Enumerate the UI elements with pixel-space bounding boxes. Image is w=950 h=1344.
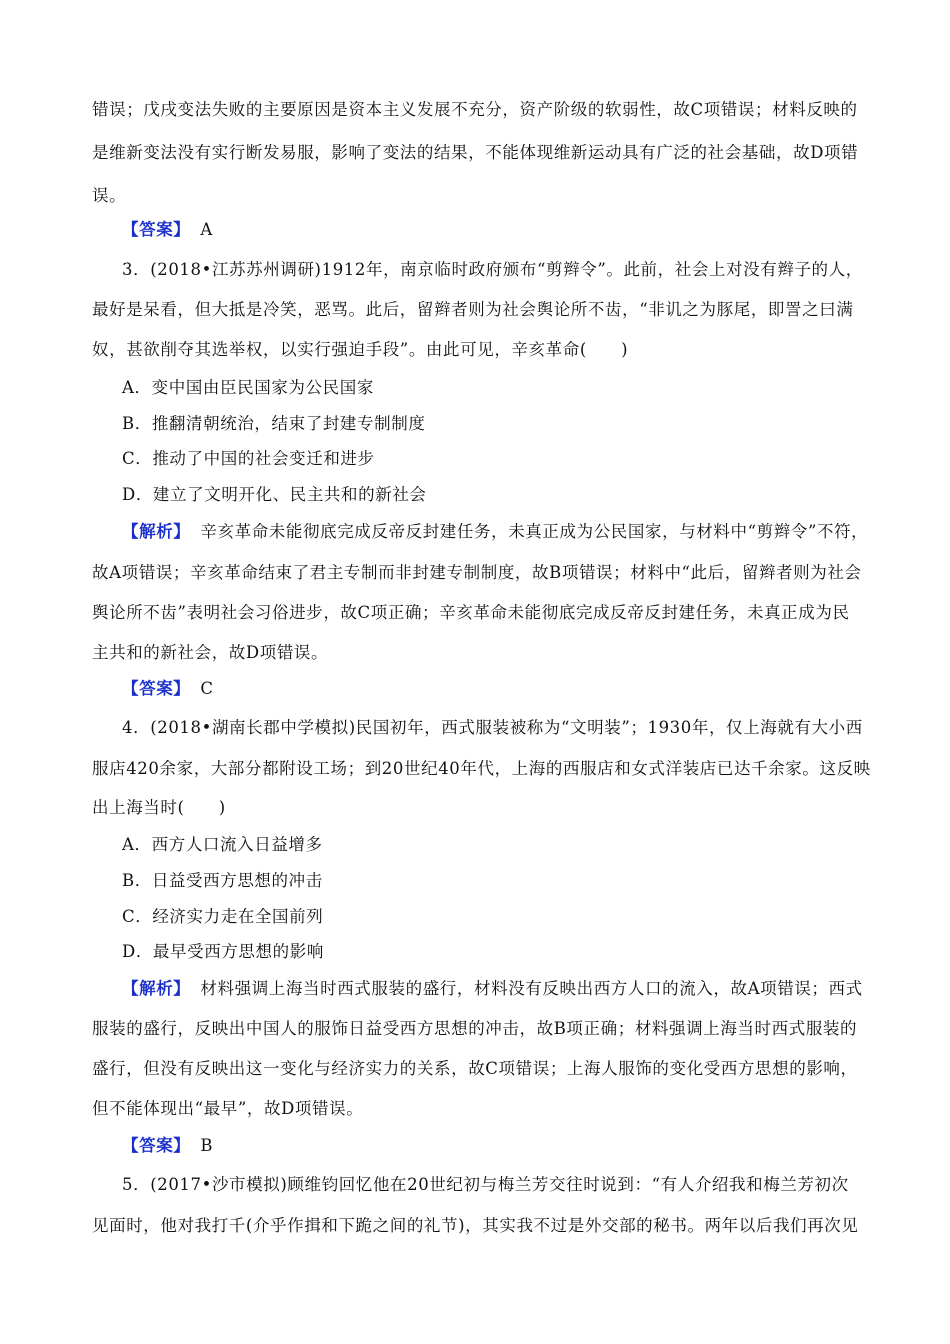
text-line: 服装的盛行，反映出中国人的服饰日益受西方思想的冲击，故B项正确；材料强调上海当时西式服装的	[92, 1019, 858, 1038]
question-5-stem: 5．(2017•沙市模拟)顾维钧回忆他在20世纪初与梅兰芳交往时说到：“有人介绍我和梅兰芳初次	[122, 1175, 849, 1194]
question-4-stem: 4．(2018•湖南长郡中学模拟)民国初年，西式服装被称为“文明装”；1930年，仅上海就有大小西	[122, 718, 863, 737]
option-c: C．经济实力走在全国前列	[122, 907, 324, 926]
answer-tag: 【答案】	[122, 220, 191, 239]
option-b: B．日益受西方思想的冲击	[122, 871, 323, 890]
answer-line: 【答案】 C	[122, 679, 214, 698]
text-line: 故A项错误；辛亥革命结束了君主专制而非封建专制制度，故B项错误；材料中“此后，留辫者则为社会	[92, 563, 862, 582]
text-line: 最好是呆看，但大抵是冷笑，恶骂。此后，留辫者则为社会舆论所不齿，“非讥之为豚尾，即詈之曰满	[92, 300, 854, 319]
text-line: 误。	[92, 186, 127, 205]
text-line: 舆论所不齿”表明社会习俗进步，故C项正确；辛亥革命未能彻底完成反帝反封建任务，未真正成为民	[92, 603, 850, 622]
option-c: C．推动了中国的社会变迁和进步	[122, 449, 375, 468]
option-d: D．建立了文明开化、民主共和的新社会	[122, 485, 427, 504]
text-line: 见面时，他对我打千(介乎作揖和下跪之间的礼节)，其实我不过是外交部的秘书。两年以后我们再次见	[92, 1216, 859, 1235]
answer-line: 【答案】 A	[122, 220, 213, 239]
text-line: 是维新变法没有实行断发易服，影响了变法的结果，不能体现维新运动具有广泛的社会基础，故D项错	[92, 143, 859, 162]
option-a: A．西方人口流入日益增多	[122, 835, 323, 854]
option-b: B．推翻清朝统治，结束了封建专制制度	[122, 414, 426, 433]
question-3-stem: 3．(2018•江苏苏州调研)1912年，南京临时政府颁布“剪辫令”。此前，社会上对没有辫子的人，	[122, 260, 863, 279]
text-line: 盛行，但没有反映出这一变化与经济实力的关系，故C项错误；上海人服饰的变化受西方思想的影响，	[92, 1059, 858, 1078]
answer-tag: 【答案】	[122, 679, 191, 698]
analysis-line: 【解析】 材料强调上海当时西式服装的盛行，材料没有反映出西方人口的流入，故A项错误；西式	[122, 979, 863, 998]
answer-line: 【答案】 B	[122, 1136, 214, 1155]
text-line: 奴，甚欲削夺其选举权，以实行强迫手段”。由此可见，辛亥革命( )	[92, 340, 629, 359]
text-line: 但不能体现出“最早”，故D项错误。	[92, 1099, 364, 1118]
text-line: 主共和的新社会，故D项错误。	[92, 643, 329, 662]
analysis-tag: 【解析】	[122, 979, 191, 998]
answer-tag: 【答案】	[122, 1136, 191, 1155]
option-a: A．变中国由臣民国家为公民国家	[122, 378, 374, 397]
analysis-line: 【解析】 辛亥革命未能彻底完成反帝反封建任务，未真正成为公民国家，与材料中“剪辫令”不符，	[122, 522, 869, 541]
text-line: 服店420余家，大部分都附设工场；到20世纪40年代，上海的西服店和女式洋装店已达千余家。这反映	[92, 759, 871, 778]
option-d: D．最早受西方思想的影响	[122, 942, 324, 961]
text-line: 出上海当时( )	[92, 798, 226, 817]
text-line: 错误；戊戌变法失败的主要原因是资本主义发展不充分，资产阶级的软弱性，故C项错误；材料反映的	[92, 100, 858, 119]
analysis-tag: 【解析】	[122, 522, 191, 541]
